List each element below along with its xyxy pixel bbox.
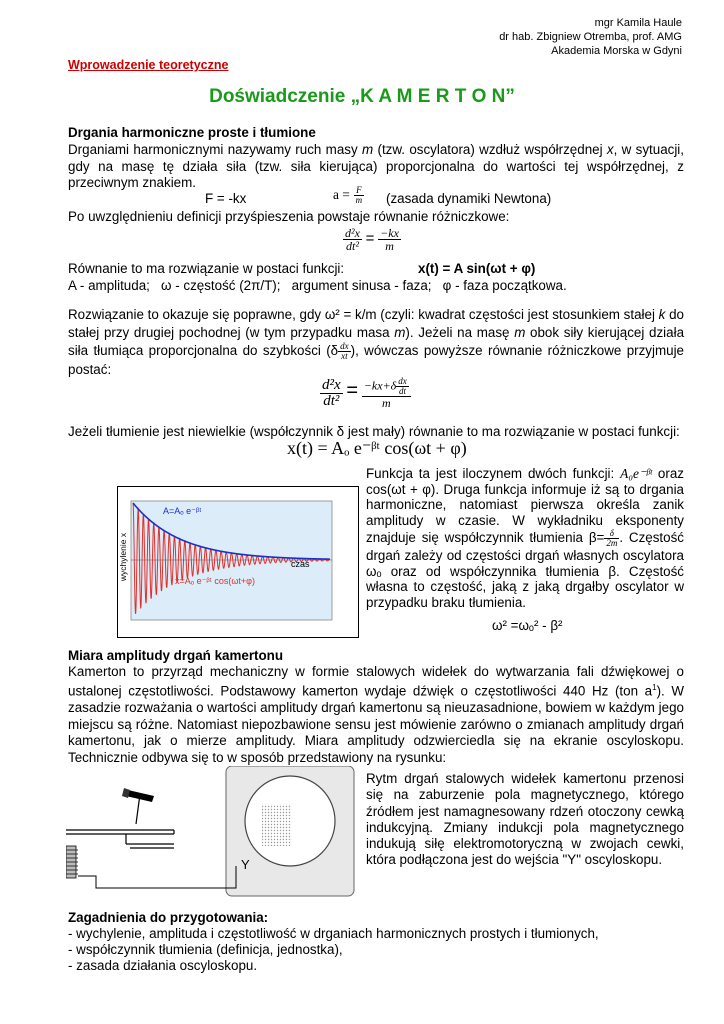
differential-equation-1 <box>343 227 401 252</box>
author-2: dr hab. Zbigniew Otremba, prof. AMG <box>499 31 682 43</box>
text: Rozwiązanie to okazuje się poprawne, gdy ω² = k/m (czyli: kwadrat częstości jest stosunkiem stałej <box>68 307 659 322</box>
text-m: m <box>514 325 526 340</box>
frac-den: 2m <box>606 537 618 548</box>
legend-envelope: A=Aₒ e⁻ᵝᵗ <box>163 506 202 516</box>
signal-wire <box>78 866 236 888</box>
text: oraz <box>652 466 684 481</box>
section1-paragraph3: Równanie to ma rozwiązanie w postaci funkcji: <box>68 261 345 276</box>
text: ). W zasadzie rozważania o wartości amplitudy drgań kamertonu są nieuzasadnione, bowiem w każdym jego miejscu są różne. Natomiast niepozbawione sensu jest mówienie zarówno o zmianach amplitudy drgań kamertonu, jak o mierze amplitudy. Miara amplitudy odzwierciedla się na ekranie oscyloskopu. Technicznie odbywa się to w sposób przedstawiony na rysunku: <box>68 683 684 765</box>
frac-den: xt <box>341 351 348 361</box>
de2-rden: m <box>381 396 391 410</box>
text: cos(ωt + φ). Druga funkcja informuje iż są to drgania harmoniczne, natomiast pierwsza określa zanik amplitudy w czasie. W wykładniku eksponenty znajduje się współczynnik tłumienia β= <box>366 481 684 545</box>
de2-rnum: −kx+δ <box>363 378 397 393</box>
hammer-head <box>126 790 154 802</box>
figure-explanation: Rytm drgań stalowych widełek kamertonu przenosi się na zaburzenie pola magnetycznego, którego źródłem jest namagnesowany rdzeń otoczony cewką indukcyjną. Zmiany indukcji pola magnetycznego indukują siłę elektromotoryczną w zwojach cewki, która podłączona jest do wejścia "Y" oscyloskopu. <box>366 771 684 868</box>
superscript: 1 <box>652 683 657 693</box>
text-m: m <box>362 142 374 157</box>
section1-paragraph5 <box>68 306 684 379</box>
de2-inner-num: dx <box>398 376 407 386</box>
author-1: mgr Kamila Haule <box>594 17 682 29</box>
de1-rden: m <box>385 239 394 253</box>
text: , w sytuacji, gdy na masę tę działa siła (tzw. siła kierująca) proporcjonalna do wartości tej współrzędnej, z przeciwnym znakiem. <box>68 142 685 190</box>
section1-heading: Drgania harmoniczne proste i tłumione <box>68 125 316 140</box>
page-title: Doświadczenie „K A M E R T O N” <box>209 86 515 107</box>
damped-oscillation-chart <box>117 486 359 638</box>
func: A₀e⁻ᵝᵗ <box>620 466 653 481</box>
section3-heading: Zagadnienia do przygotowania: <box>68 910 269 925</box>
text-k: k <box>658 307 666 322</box>
section1-paragraph2: Po uwzględnieniu definicji przyśpieszenia powstaje równanie różniczkowe: <box>68 209 510 224</box>
section1-definitions: A - amplituda; ω - częstość (2π/T); argument sinusa - faza; φ - faza początkowa. <box>68 278 567 293</box>
de2-inner-den: dt <box>398 386 406 396</box>
text: ), wówczas powyższe równanie różniczkowe przyjmuje postać: <box>68 343 684 377</box>
de2-eq: = <box>346 379 359 402</box>
institution: Akademia Morska w Gdyni <box>551 45 682 57</box>
text: (tzw. oscylatora) wzdłuż współrzędnej <box>373 142 607 157</box>
de1-den: dt² <box>346 239 359 253</box>
intro-link[interactable]: Wprowadzenie teoretyczne <box>68 58 229 72</box>
newton-note: (zasada dynamiki Newtona) <box>386 191 552 206</box>
differential-equation-2 <box>320 377 411 409</box>
eq-a-den: m <box>355 195 363 205</box>
de2-den: dt² <box>323 392 340 409</box>
x-axis-label: czas <box>291 559 310 569</box>
de1-rnum: −kx <box>380 226 399 240</box>
de1-eq: = <box>365 230 375 248</box>
text: Drganiami harmonicznymi nazywamy ruch masy <box>68 142 362 157</box>
chart-svg <box>118 487 358 637</box>
topic-item-1: - wychylenie, amplituda i częstotliwość w drganiach harmonicznych prostych i tłumionych, <box>68 926 599 941</box>
screen-trace-area <box>262 804 292 846</box>
topic-item-2: - współczynnik tłumienia (definicja, jednostka), <box>68 942 343 957</box>
text: Kamerton to przyrząd mechaniczny w formie stalowych widełek do wytwarzania fali dźwiękowej o ustalonej częstotliwości. Podstawowy kamerton wydaje dźwięk o częstotliwości 440 Hz (ton a <box>68 664 684 699</box>
section1-paragraph1 <box>68 142 684 192</box>
section2-heading: Miara amplitudy drgań kamertonu <box>68 648 284 663</box>
frac-num: dx <box>340 341 349 351</box>
text: do stałej przy drugiej pochodnej (w tym przypadku masa <box>68 307 684 340</box>
tuning-fork-figure <box>66 766 356 898</box>
text-x: x <box>606 142 614 157</box>
y-axis-label: wychylenie x <box>118 532 128 582</box>
figure-svg <box>66 766 356 898</box>
topic-item-3: - zasada działania oscyloskopu. <box>68 958 258 973</box>
text-m: m <box>394 325 406 340</box>
screen-line <box>291 786 296 838</box>
function-explanation <box>366 466 684 611</box>
text: ). Jeżeli na masę <box>405 325 515 340</box>
de1-num: d²x <box>345 226 360 240</box>
legend-signal: x=Aₒ e⁻ᵝᵗ cos(ωt+φ) <box>175 576 255 586</box>
text: Funkcja ta jest iloczynem dwóch funkcji: <box>366 466 621 481</box>
text: obok siły kierującej działa siła tłumiąca proporcjonalna do szybkości (δ <box>68 325 685 359</box>
solution-2: x(t) = Aₒ e⁻ᵝᵗ cos(ωt + φ) <box>287 438 467 458</box>
section2-paragraph <box>68 664 684 766</box>
de2-num: d²x <box>322 376 341 393</box>
induction-coil <box>66 850 78 874</box>
eq-a-text: a = <box>333 187 350 203</box>
equation-acceleration <box>333 186 364 205</box>
omega-relation: ω² =ωₒ² - β² <box>492 618 563 633</box>
eq-a-num: F <box>354 186 365 196</box>
solution-1: x(t) = A sin(ωt + φ) <box>418 261 536 276</box>
section1-paragraph6: Jeżeli tłumienie jest niewielkie (współczynnik δ jest mały) równanie to ma rozwiązanie w postaci funkcji: <box>68 424 680 439</box>
input-y-label: Y <box>241 857 250 872</box>
text: . Częstość drgań zależy od częstości drgań własnych oscylatora ωₒ oraz od współczynnika tłumienia β. Częstość własna to częstość, jaką z jaką drgałby oscylator w przypadku braku tłumienia. <box>366 529 684 610</box>
equation-force: F = -kx <box>205 191 247 206</box>
frac-num: δ <box>604 529 619 539</box>
